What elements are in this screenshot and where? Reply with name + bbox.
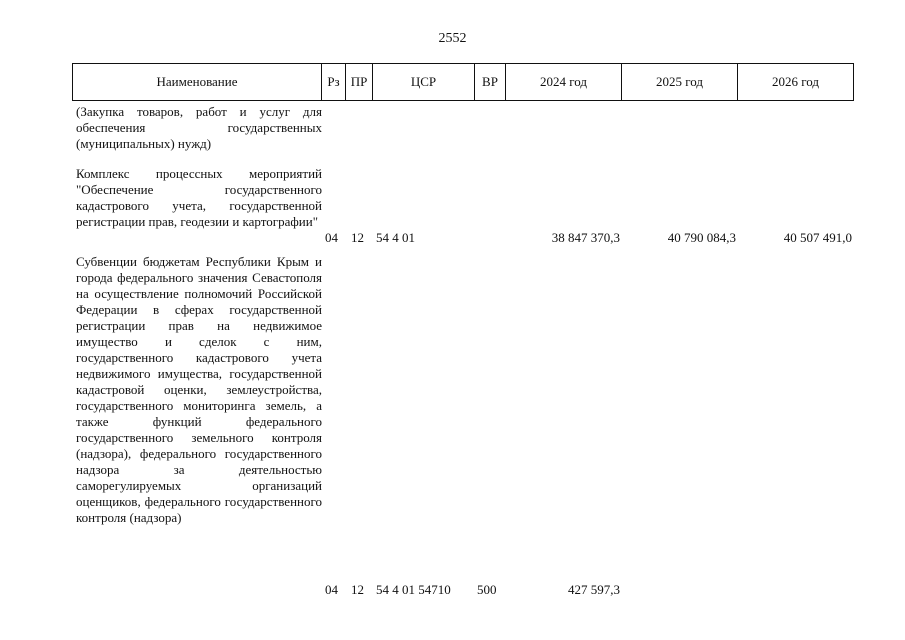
row-1-2025: 40 790 084,3: [667, 230, 736, 245]
row-2-values: [0, 582, 905, 598]
header-pr: ПР: [346, 64, 373, 101]
row-2-pr: 12: [351, 582, 364, 597]
header-2025: 2025 год: [622, 64, 738, 101]
row-1-2024: 38 847 370,3: [551, 230, 620, 245]
row-1-2026: 40 507 491,0: [783, 230, 852, 245]
row-1-name: Комплекс процессных мероприятий "Обеспечение государственного кадастрового учета, государственной регистрации прав, геодезии и картографии": [76, 166, 322, 229]
header-2024: 2024 год: [506, 64, 622, 101]
row-2-name: Субвенции бюджетам Республики Крым и города федерального значения Севастополя на осуществление полномочий Российской Федерации в сферах государственной регистрации прав на недвижимое имущество и сделок с ним, государственного кадастрового учета недвижимого имущества, государственной кадастровой оценки, землеустройства, государственного мониторинга земель, а также функций федерального государственного земельного контроля (надзора), федерального государственного надзора за деятельностью саморегулируемых организаций оценщиков, федерального государственного контроля (надзора): [76, 254, 322, 525]
row-1-values: [0, 230, 905, 246]
row-2-csr: 54 4 01 54710: [376, 582, 451, 597]
row-1-pr: 12: [351, 230, 364, 245]
row-2-vr: 500: [477, 582, 497, 597]
header-vr: ВР: [475, 64, 506, 101]
row-2-2024: 427 597,3: [568, 582, 620, 597]
page-number: 2552: [438, 31, 467, 46]
table-header: [72, 63, 854, 101]
row-2-rz: 04: [325, 582, 338, 597]
row-0-name: (Закупка товаров, работ и услуг для обеспечения государственных (муниципальных) нужд): [76, 104, 322, 151]
header-2026: 2026 год: [738, 64, 854, 101]
row-1-rz: 04: [325, 230, 338, 245]
header-csr: ЦСР: [373, 64, 475, 101]
row-1-csr: 54 4 01: [376, 230, 415, 245]
header-rz: Рз: [322, 64, 346, 101]
header-name: Наименование: [73, 64, 322, 101]
